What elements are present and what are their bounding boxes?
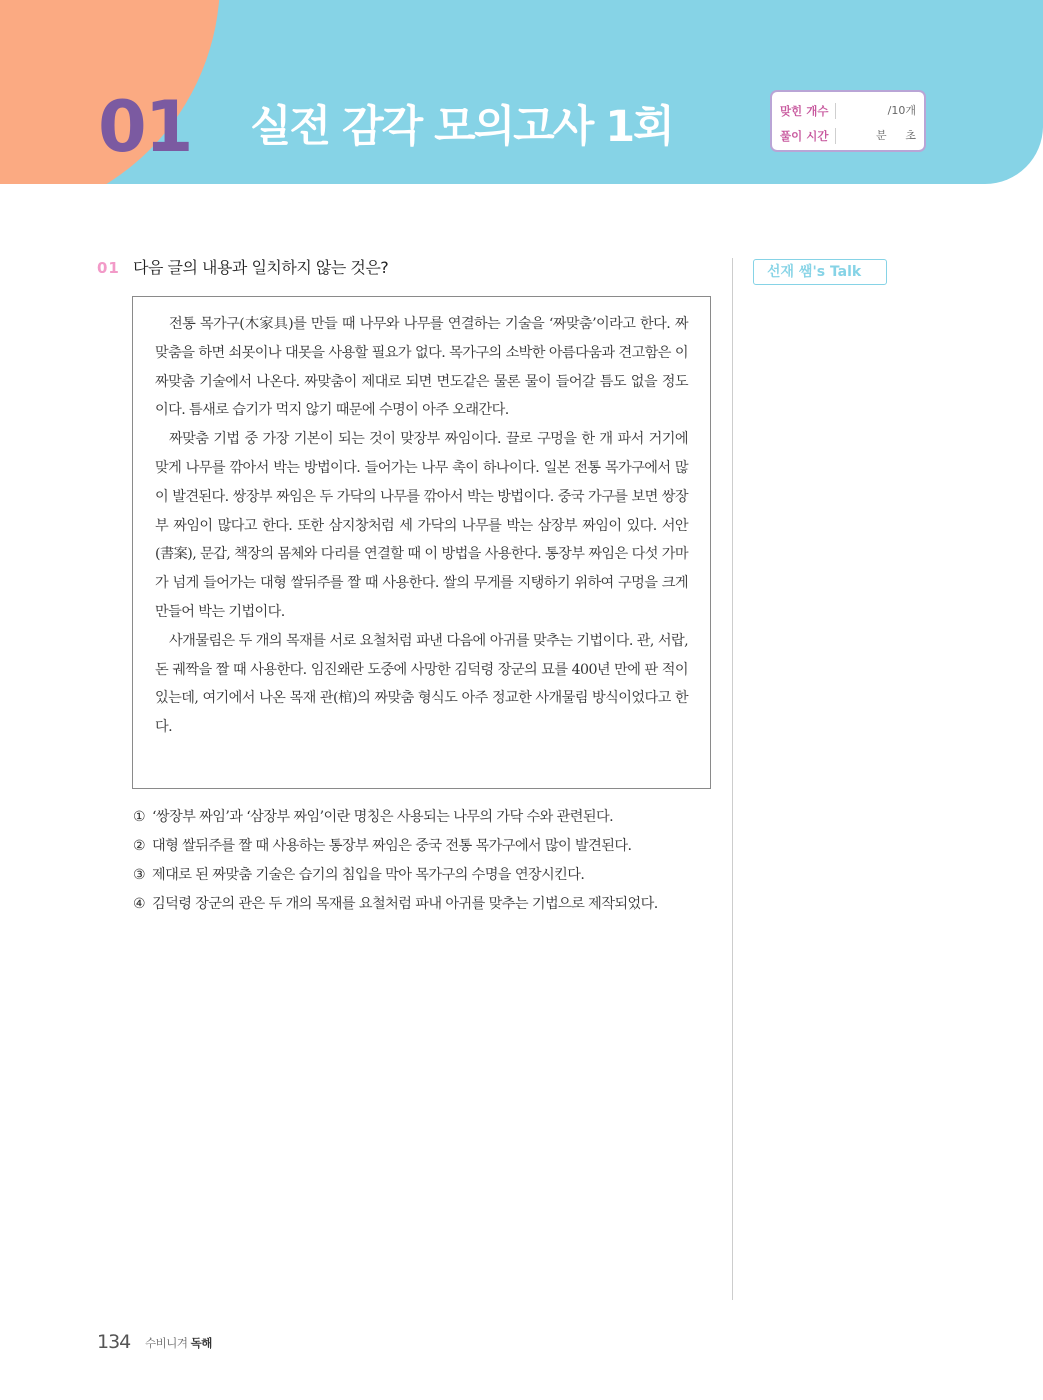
- score-row-time: [772, 123, 924, 149]
- choice-1[interactable]: [133, 803, 713, 832]
- choice-marker: ④: [133, 896, 146, 912]
- book-title: [145, 1333, 212, 1353]
- book-series: 수비니겨: [145, 1336, 188, 1350]
- page-number: 134: [97, 1331, 131, 1353]
- solve-time-label: 풀이 시간: [780, 129, 829, 143]
- passage-box: [132, 296, 711, 789]
- teacher-talk-label: 선재 쌤's Talk: [753, 259, 887, 285]
- correct-count-label: 맞힌 개수: [780, 104, 829, 118]
- minutes-label: 분: [876, 129, 887, 142]
- passage-paragraph: 사개물림은 두 개의 목재를 서로 요철처럼 파낸 다음에 아귀를 맞추는 기법이다. 관, 서랍, 돈 궤짝을 짤 때 사용한다. 임진왜란 도중에 사망한 김덕령 장군의 묘를 400년 만에 판 적이 있는데, 여기에서 나온 목재 관(棺)의 짜맞춤 형식도 아주 정교한 사개물림 방식이었다고 한다.: [155, 632, 688, 736]
- choice-marker: ①: [133, 809, 146, 825]
- score-row-correct: [772, 98, 924, 124]
- passage-paragraph: 전통 목가구(木家具)를 만들 때 나무와 나무를 연결하는 기술을 ‘짜맞춤’이라고 한다. 짜맞춤을 하면 쇠못이나 대못을 사용할 필요가 없다. 목가구의 소박한 아름다움과 견고함은 이 짜맞춤 기술에서 나온다. 짜맞춤이 제대로 되면 면도같은 물론 물이 들어갈 틈도 없을 정도이다. 틈새로 습기가 먹지 않기 때문에 수명이 아주 오래간다.: [155, 316, 688, 419]
- answer-choices: [133, 803, 713, 919]
- question-number: 01: [97, 259, 120, 277]
- chapter-number: 01: [98, 86, 192, 168]
- choice-marker: ③: [133, 867, 146, 883]
- choice-text: 대형 쌀뒤주를 짤 때 사용하는 통장부 짜임은 중국 전통 목가구에서 많이 발견된다.: [152, 838, 632, 854]
- choice-marker: ②: [133, 838, 146, 854]
- choice-3[interactable]: [133, 861, 713, 890]
- seconds-label: 초: [905, 129, 916, 142]
- score-divider: [835, 103, 836, 119]
- header-banner: [0, 0, 1043, 184]
- page-title: 실전 감각 모의고사 1회: [250, 102, 673, 152]
- question-prompt: 다음 글의 내용과 일치하지 않는 것은?: [133, 258, 389, 277]
- choice-text: 김덕령 장군의 관은 두 개의 목재를 요철처럼 파내 아귀를 맞추는 기법으로 제작되었다.: [152, 896, 658, 912]
- score-box: [770, 90, 926, 152]
- score-divider: [835, 128, 836, 144]
- choice-2[interactable]: [133, 832, 713, 861]
- column-divider: [732, 258, 733, 1300]
- book-subject: 독해: [190, 1336, 212, 1350]
- choice-4[interactable]: [133, 890, 713, 919]
- passage-paragraph: 짜맞춤 기법 중 가장 기본이 되는 것이 맞장부 짜임이다. 끌로 구멍을 한 개 파서 거기에 맞게 나무를 깎아서 박는 방법이다. 들어가는 나무 촉이 하나이다. 일본 전통 목가구에서 많이 발견된다. 쌍장부 짜임은 두 가닥의 나무를 깎아서 박는 방법이다. 중국 가구를 보면 쌍장부 짜임이 많다고 한다. 또한 삼지창처럼 세 가닥의 나무를 박는 삼장부 짜임이 있다. 서안(書案), 문갑, 책장의 몸체와 다리를 연결할 때 이 방법을 사용한다. 통장부 짜임은 다섯 가마가 넘게 들어가는 대형 쌀뒤주를 짤 때 사용한다. 쌀의 무게를 지탱하기 위하여 구멍을 크게 만들어 박는 기법이다.: [155, 431, 688, 620]
- correct-count-value: /10개: [887, 104, 916, 117]
- choice-text: 제대로 된 짜맞춤 기술은 습기의 침입을 막아 목가구의 수명을 연장시킨다.: [152, 867, 585, 883]
- choice-text: ‘쌍장부 짜임’과 ‘삼장부 짜임’이란 명칭은 사용되는 나무의 가닥 수와 관련된다.: [152, 809, 613, 825]
